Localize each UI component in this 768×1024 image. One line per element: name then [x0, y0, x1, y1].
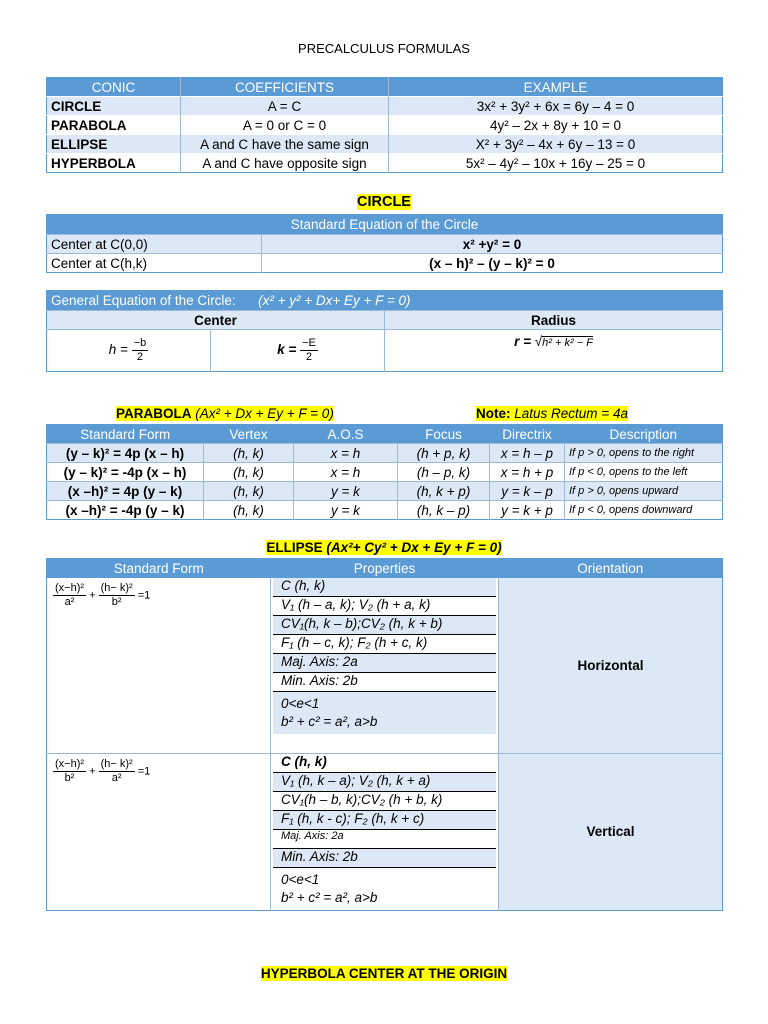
table-row [47, 135, 723, 154]
property: CV₁(h – b, k);CV₂ (h + b, k) [273, 791, 496, 810]
circle-standard-table [46, 214, 723, 273]
table-row [47, 254, 723, 273]
circle-general-header: General Equation of the Circle: (x² + y² + Dx+ Ey + F = 0) [47, 291, 723, 311]
ellipse-heading: ELLIPSE (Ax²+ Cy² + Dx + Ey + F = 0) [266, 540, 502, 555]
ellipse-vertical-equation: $\frac{\text{(x−h)²}}{\text{b²}}$ + $\frac{\text{(h− k)²}}{\text{a²}}$ =1 [47, 753, 271, 910]
property: V₁ (h, k – a); V₂ (h, k + a) [273, 772, 496, 791]
conic-name: ELLIPSE [47, 135, 181, 154]
col-header-focus: Focus [398, 425, 490, 444]
col-header-standard-form: Standard Form [47, 559, 271, 579]
col-header-aos: A.O.S [294, 425, 398, 444]
circle-center-label: Center at C(0,0) [47, 235, 262, 254]
circle-equation: (x – h)² – (y – k)² = 0 [262, 254, 723, 273]
col-header-vertex: Vertex [204, 425, 294, 444]
table-row: (y – k)² = -4p (x – h) (h, k) x = h (h – p, k) x = h + p If p < 0, opens to the left [47, 463, 723, 482]
property: F₁ (h, k - c); F₂ (h, k + c) [273, 810, 496, 829]
col-header-conic: CONIC [47, 78, 181, 97]
conic-coef: A and C have the same sign [181, 135, 389, 154]
parabola-note: Note: Latus Rectum = 4a [476, 406, 628, 421]
col-header-coefficients: COEFFICIENTS [181, 78, 389, 97]
ellipse-horizontal-equation: $\frac{\text{(x−h)²}}{\text{a²}}$ + $\frac{\text{(h− k)²}}{\text{b²}}$ =1 [55, 582, 151, 608]
property: CV₁(h, k – b);CV₂ (h, k + b) [273, 616, 496, 635]
conic-example: 4y² – 2x + 8y + 10 = 0 [389, 116, 723, 135]
radius-label: Radius [385, 311, 723, 330]
property: V₁ (h – a, k); V₂ (h + a, k) [273, 597, 496, 616]
property: Maj. Axis: 2a [273, 654, 496, 673]
col-header-example: EXAMPLE [389, 78, 723, 97]
k-formula: k = $\frac{-E}{2}$ [211, 330, 385, 372]
parabola-table [46, 424, 723, 520]
ellipse-horizontal-properties [271, 578, 499, 753]
col-header-properties: Properties [271, 559, 499, 579]
table-row [47, 97, 723, 116]
circle-heading: CIRCLE [357, 194, 411, 210]
property-eccentricity: 0<e<1 b² + c² = a², a>b [281, 871, 378, 905]
table-row: (x –h)² = 4p (y – k) (h, k) y = k (h, k + p) y = k – p If p > 0, opens upward [47, 482, 723, 501]
table-row [47, 235, 723, 254]
conic-coef: A = 0 or C = 0 [181, 116, 389, 135]
circle-equation: x² +y² = 0 [262, 235, 723, 254]
table-row [47, 154, 723, 173]
property: F₁ (h – c, k); F₂ (h + c, k) [273, 635, 496, 654]
table-row [47, 116, 723, 135]
col-header-orientation: Orientation [499, 559, 723, 579]
conic-example: X² + 3y² – 4x + 6y – 13 = 0 [389, 135, 723, 154]
ellipse-table [46, 558, 723, 911]
conic-example: 5x² – 4y² – 10x + 16y – 25 = 0 [389, 154, 723, 173]
table-row: (x –h)² = -4p (y – k) (h, k) y = k (h, k – p) y = k + p If p < 0, opens downward [47, 501, 723, 520]
ellipse-horizontal-row [47, 578, 723, 753]
page-title: PRECALCULUS FORMULAS [298, 41, 470, 56]
center-label: Center [47, 311, 385, 330]
ellipse-vertical-row [47, 753, 723, 910]
circle-standard-header: Standard Equation of the Circle [47, 215, 723, 235]
property: C (h, k) [273, 754, 496, 773]
parabola-heading: PARABOLA (Ax² + Dx + Ey + F = 0) [116, 406, 334, 421]
col-header-description: Description [565, 425, 723, 444]
conic-name: HYPERBOLA [47, 154, 181, 173]
orientation-vertical: Vertical [499, 753, 723, 910]
property: Min. Axis: 2b [273, 673, 496, 692]
property: Maj. Axis: 2a [273, 829, 496, 848]
col-header-standard-form: Standard Form [47, 425, 204, 444]
h-formula: h = $\frac{-b}{2}$ [47, 330, 211, 372]
radical-sign: √ [534, 334, 543, 349]
conic-coef: A and C have opposite sign [181, 154, 389, 173]
hyperbola-heading: HYPERBOLA CENTER AT THE ORIGIN [260, 966, 508, 981]
conic-name: PARABOLA [47, 116, 181, 135]
property-eccentricity: 0<e<1 b² + c² = a², a>b [273, 692, 496, 735]
circle-center-label: Center at C(h,k) [47, 254, 262, 273]
conic-coef: A = C [181, 97, 389, 116]
property: C (h, k) [273, 578, 496, 597]
property: Min. Axis: 2b [273, 848, 496, 867]
table-row: (y – k)² = 4p (x – h) (h, k) x = h (h + p, k) x = h – p If p > 0, opens to the right [47, 444, 723, 463]
circle-general-table [46, 290, 723, 372]
col-header-directrix: Directrix [490, 425, 565, 444]
ellipse-vertical-properties [271, 753, 499, 910]
conic-table [46, 77, 723, 173]
conic-name: CIRCLE [47, 97, 181, 116]
orientation-horizontal: Horizontal [499, 578, 723, 753]
conic-example: 3x² + 3y² + 6x = 6y – 4 = 0 [389, 97, 723, 116]
radius-formula: r = √h² + k² − F [385, 330, 723, 372]
